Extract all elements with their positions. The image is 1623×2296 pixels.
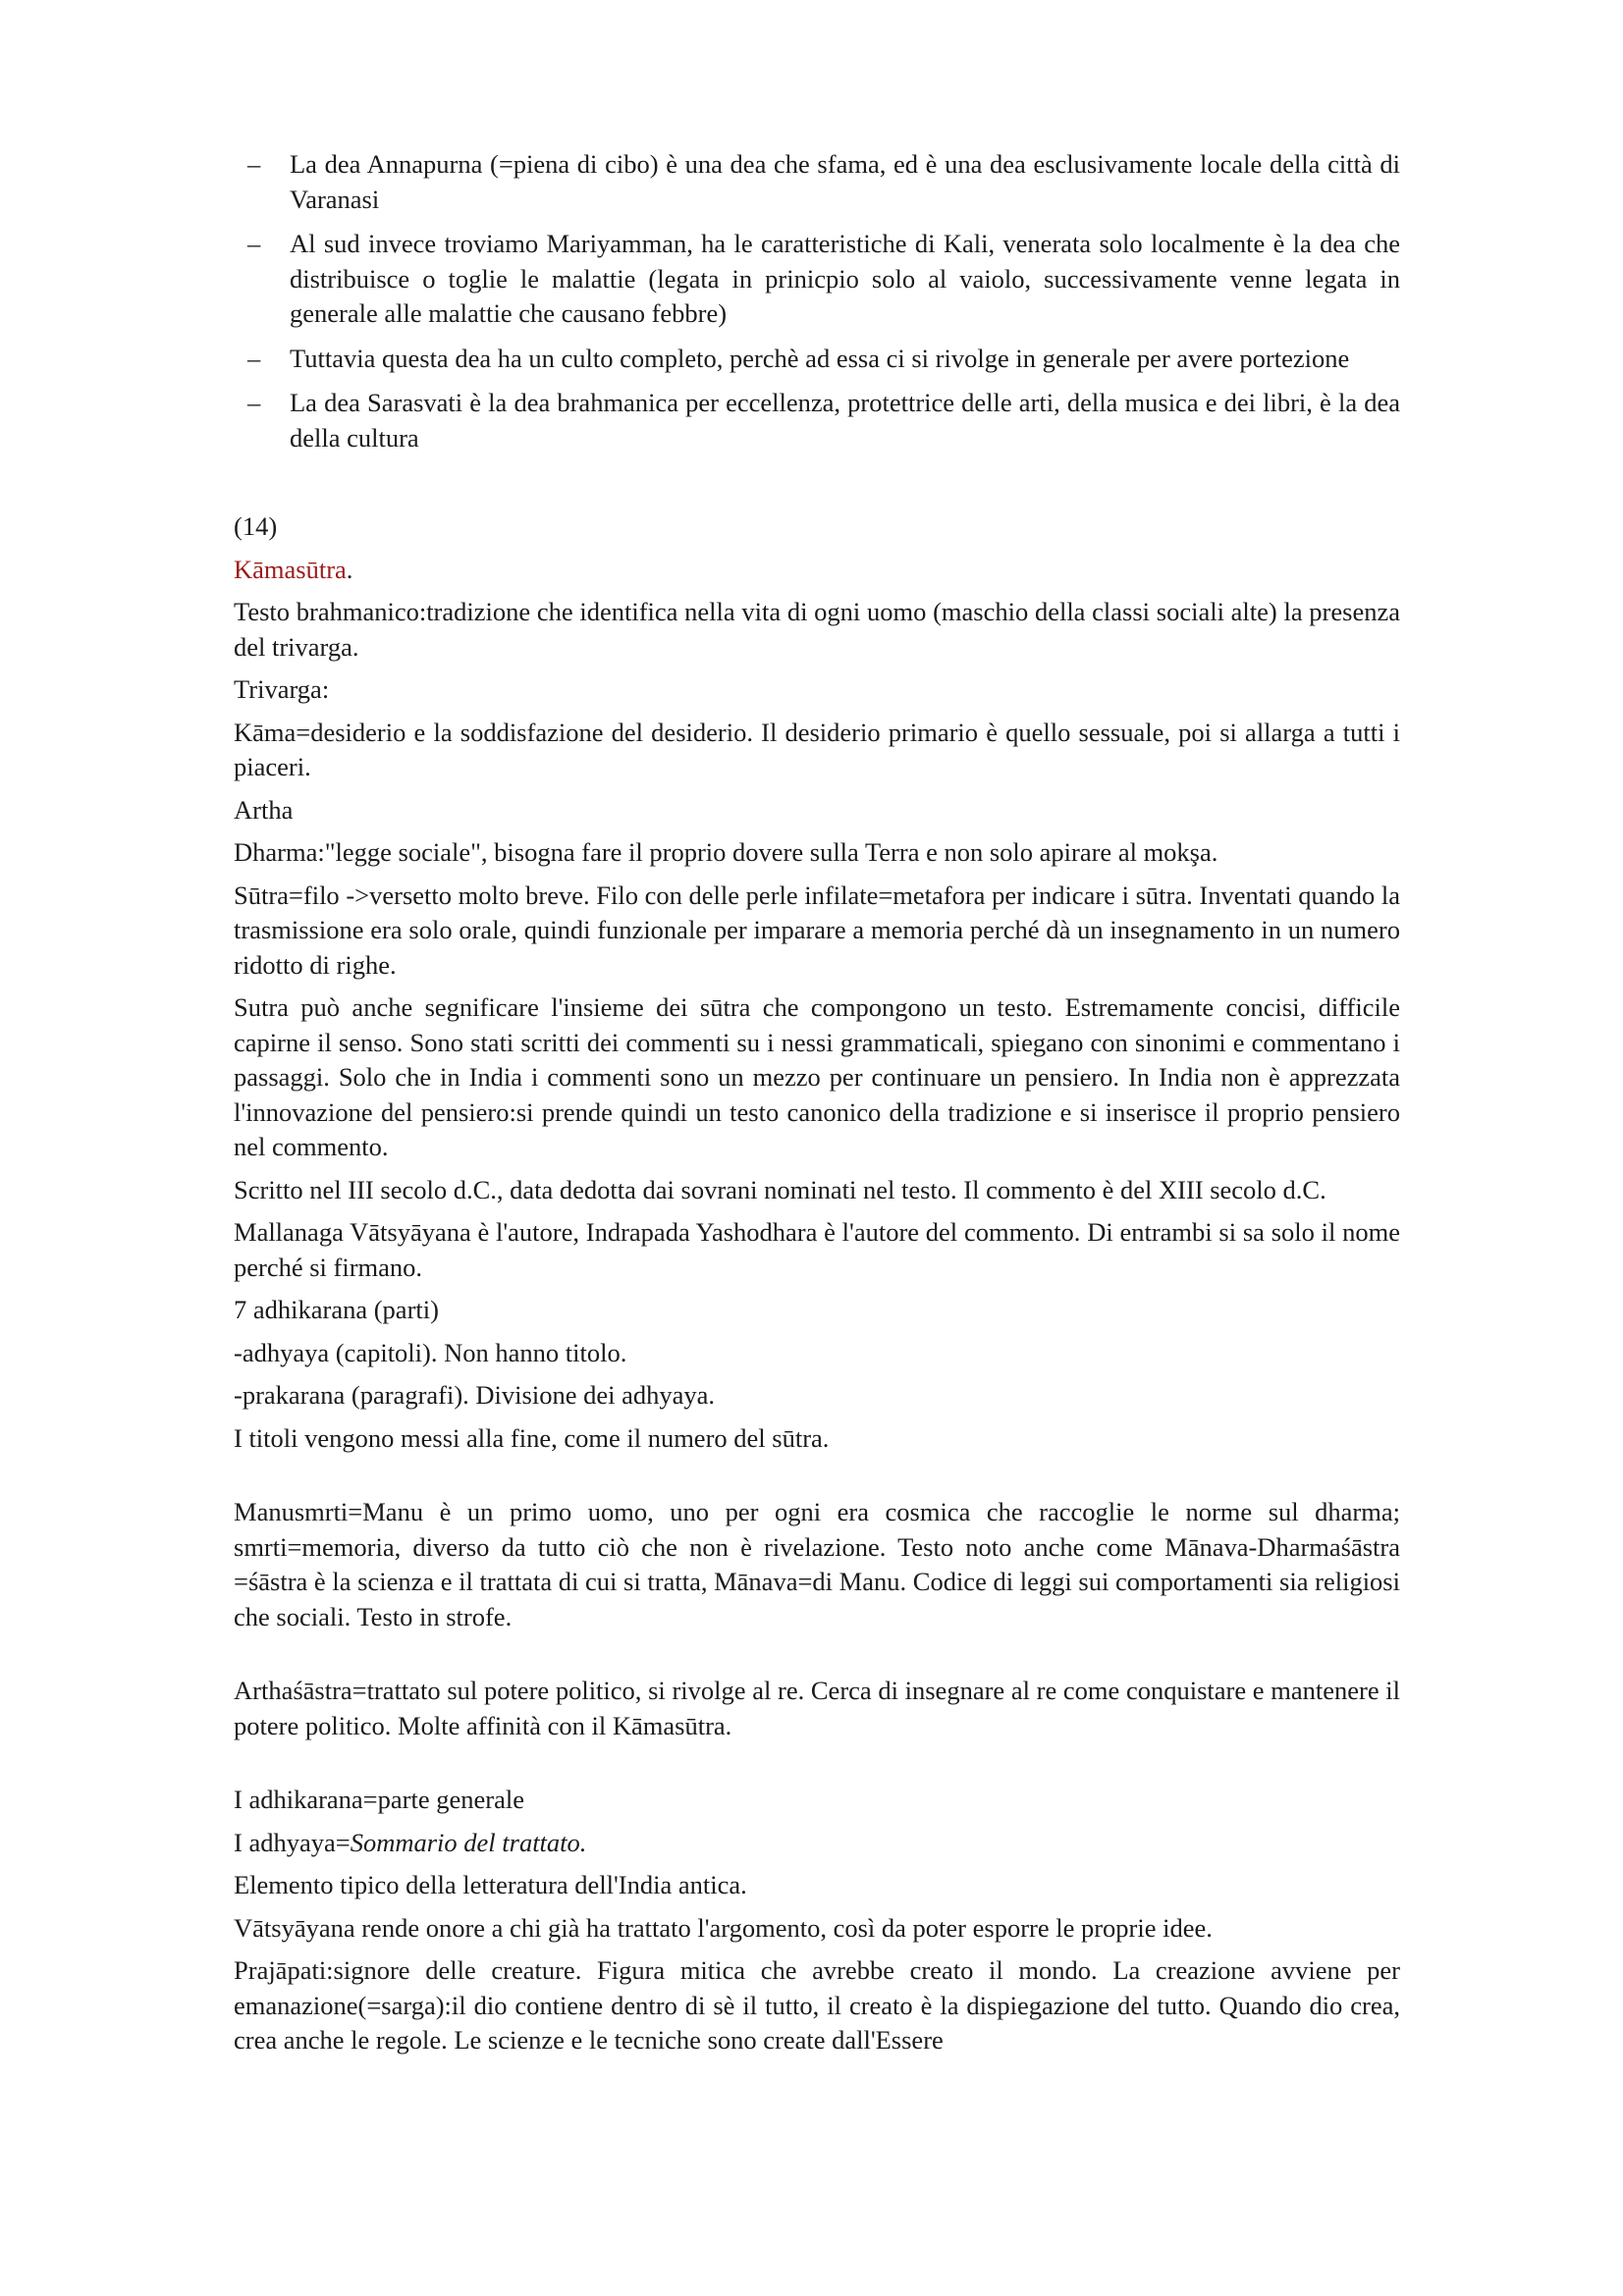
paragraph: Vātsyāyana rende onore a chi già ha trattato l'argomento, così da poter esporre le proprie idee.: [234, 1912, 1213, 1943]
goddess-list: [234, 147, 1400, 455]
paragraph: -adhyaya (capitoli). Non hanno titolo.: [234, 1337, 627, 1367]
section-number: (14): [234, 511, 278, 541]
dash-bullet-icon: –: [247, 343, 261, 373]
paragraph: 7 adhikarana (parti): [234, 1295, 439, 1324]
paragraph: I titoli vengono messi alla fine, come il numero del sūtra.: [234, 1422, 830, 1453]
dash-bullet-icon: –: [247, 229, 261, 258]
list-item: – Tuttavia questa dea ha un culto completo, perchè ad essa ci si rivolge in generale per avere portezione: [234, 342, 1400, 377]
list-item: – Al sud invece troviamo Mariyamman, ha le caratteristiche di Kali, venerata solo localmente è la dea che distribuisce o toglie le malattie (legata in prinicpio solo al vaiolo, successivamente venne legata in generale alle malattie che causano febbre): [247, 229, 1400, 328]
list-item: – La dea Sarasvati è la dea brahmanica per eccellenza, protettrice delle arti, della musica e dei libri, è la dea della cultura: [247, 388, 1400, 453]
adhikarana-line: I adhikarana=parte generale: [234, 1785, 524, 1814]
arthasastra-paragraph: Arthaśāstra=trattato sul potere politico, si rivolge al re. Cerca di insegnare al re come conquistare e mantenere il potere politico. Molte affinità con il Kāmasūtra.: [234, 1676, 1400, 1740]
paragraph: Dharma:"legge sociale", bisogna fare il proprio dovere sulla Terra e non solo apirare al mokşa.: [234, 837, 1218, 867]
paragraph: Sūtra=filo ->versetto molto breve. Filo con delle perle infilate=metafora per indicare i sūtra. Inventati quando la trasmissione era solo orale, quindi funzionale per imparare a memoria perché dà un insegnamento in un numero ridotto di righe.: [234, 880, 1400, 980]
manusmrti-paragraph: Manusmrti=Manu è un primo uomo, uno per ogni era cosmica che raccoglie le norme sul dharma; smrti=memoria, diverso da tutto ciò che non è rivelazione. Testo noto anche come Mānava-Dharmaśāstra =śāstra è la scienza e il trattata di cui si tratta, Mānava=di Manu. Codice di leggi sui comportamenti sia religiosi che sociali. Testo in strofe.: [234, 1497, 1400, 1631]
paragraph: Scritto nel III secolo d.C., data dedotta dai sovrani nominati nel testo. Il commento è del XIII secolo d.C.: [234, 1174, 1326, 1204]
paragraph: Prajāpati:signore delle creature. Figura mitica che avrebbe creato il mondo. La creazione avviene per emanazione(=sarga):il dio contiene dentro di sè il tutto, il creato è la dispiegazione del tutto. Quando dio crea, crea anche le regole. Le scienze e le tecniche sono create dall'Essere: [234, 1955, 1400, 2055]
paragraph: -prakarana (paragrafi). Divisione dei adhyaya.: [234, 1380, 716, 1410]
section-title: Kāmasūtra.: [234, 554, 353, 584]
paragraph: Sutra può anche segnificare l'insieme dei sūtra che compongono un testo. Estremamente concisi, difficile capirne il senso. Sono stati scritti dei commenti su i nessi grammaticali, spiegano con sinonimi e commentano i passaggi. Solo che in India i commenti sono un mezzo per continuare un pensiero. In India non è apprezzata l'innovazione del pensiero:si prende quindi un testo canonico della tradizione e si inserisce il proprio pensiero nel commento.: [234, 992, 1400, 1161]
paragraph: Mallanaga Vātsyāyana è l'autore, Indrapada Yashodhara è l'autore del commento. Di entrambi si sa solo il nome perché si firmano.: [234, 1217, 1400, 1282]
dash-bullet-icon: –: [247, 149, 261, 179]
paragraph: Elemento tipico della letteratura dell'India antica.: [234, 1870, 747, 1899]
paragraph: Testo brahmanico:tradizione che identifica nella vita di ogni uomo (maschio della classi sociali alte) la presenza del trivarga.: [234, 597, 1400, 662]
dash-bullet-icon: –: [247, 388, 261, 417]
paragraph: Kāma=desiderio e la soddisfazione del desiderio. Il desiderio primario è quello sessuale, poi si allarga a tutti i piaceri.: [234, 717, 1400, 781]
list-item: – La dea Annapurna (=piena di cibo) è una dea che sfama, ed è una dea esclusivamente locale della città di Varanasi: [247, 149, 1400, 214]
paragraph: Trivarga:: [234, 674, 330, 704]
paragraph: Artha: [234, 794, 294, 825]
adhyaya-line: I adhyaya=Sommario del trattato.: [234, 1827, 587, 1857]
